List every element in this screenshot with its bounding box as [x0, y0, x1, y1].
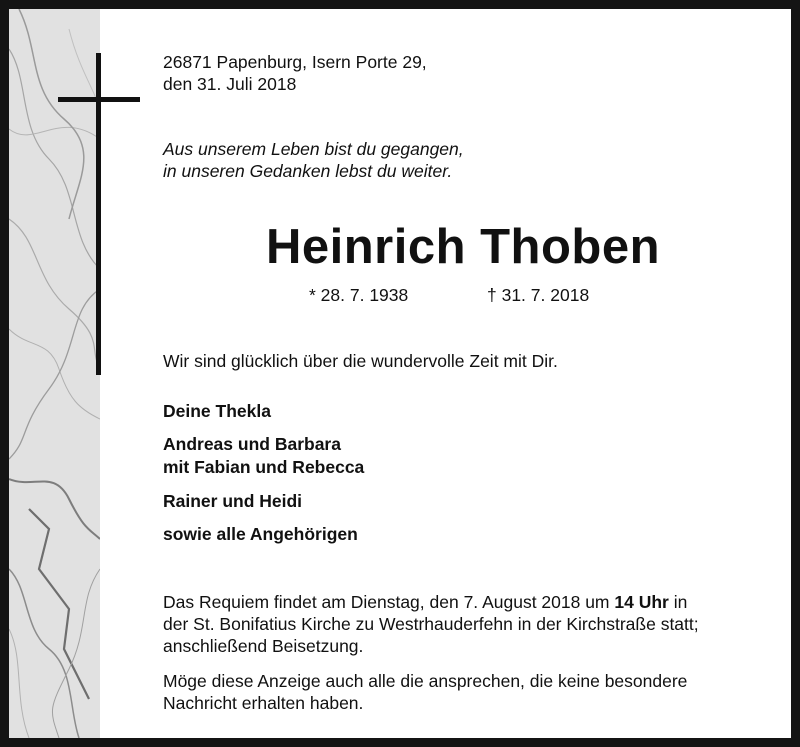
mourner-1: Deine Thekla: [163, 401, 271, 421]
mourner-4: sowie alle Angehörigen: [163, 524, 358, 544]
message-line: Wir sind glücklich über die wundervolle Zeit mit Dir.: [163, 351, 558, 371]
mourner-2a: Andreas und Barbara: [163, 434, 341, 454]
mourner-2b: mit Fabian und Rebecca: [163, 457, 365, 477]
death-date: † 31. 7. 2018: [487, 285, 590, 305]
deceased-name: Heinrich Thoben: [265, 220, 661, 274]
mourner-3: Rainer und Heidi: [163, 491, 303, 511]
requiem-line-1: Das Requiem findet am Dienstag, den 7. August 2018 um 14 Uhr in: [163, 592, 688, 612]
closing-line-1: Möge diese Anzeige auch alle die ansprechen, die keine besondere: [163, 671, 688, 691]
marble-strip: [9, 9, 100, 738]
birth-date: * 28. 7. 1938: [309, 285, 409, 305]
cross-icon-bar: [58, 97, 140, 102]
date-line: den 31. Juli 2018: [163, 74, 297, 94]
requiem-line-3: anschließend Beisetzung.: [163, 636, 364, 656]
closing-line-2: Nachricht erhalten haben.: [163, 693, 364, 713]
requiem-line-2: der St. Bonifatius Kirche zu Westrhauderfehn in der Kirchstraße statt;: [163, 614, 699, 634]
quote-line-1: Aus unserem Leben bist du gegangen,: [163, 139, 464, 159]
requiem-time: 14 Uhr: [614, 592, 669, 612]
address-line: 26871 Papenburg, Isern Porte 29,: [163, 52, 427, 72]
quote-line-2: in unseren Gedanken lebst du weiter.: [163, 161, 453, 181]
